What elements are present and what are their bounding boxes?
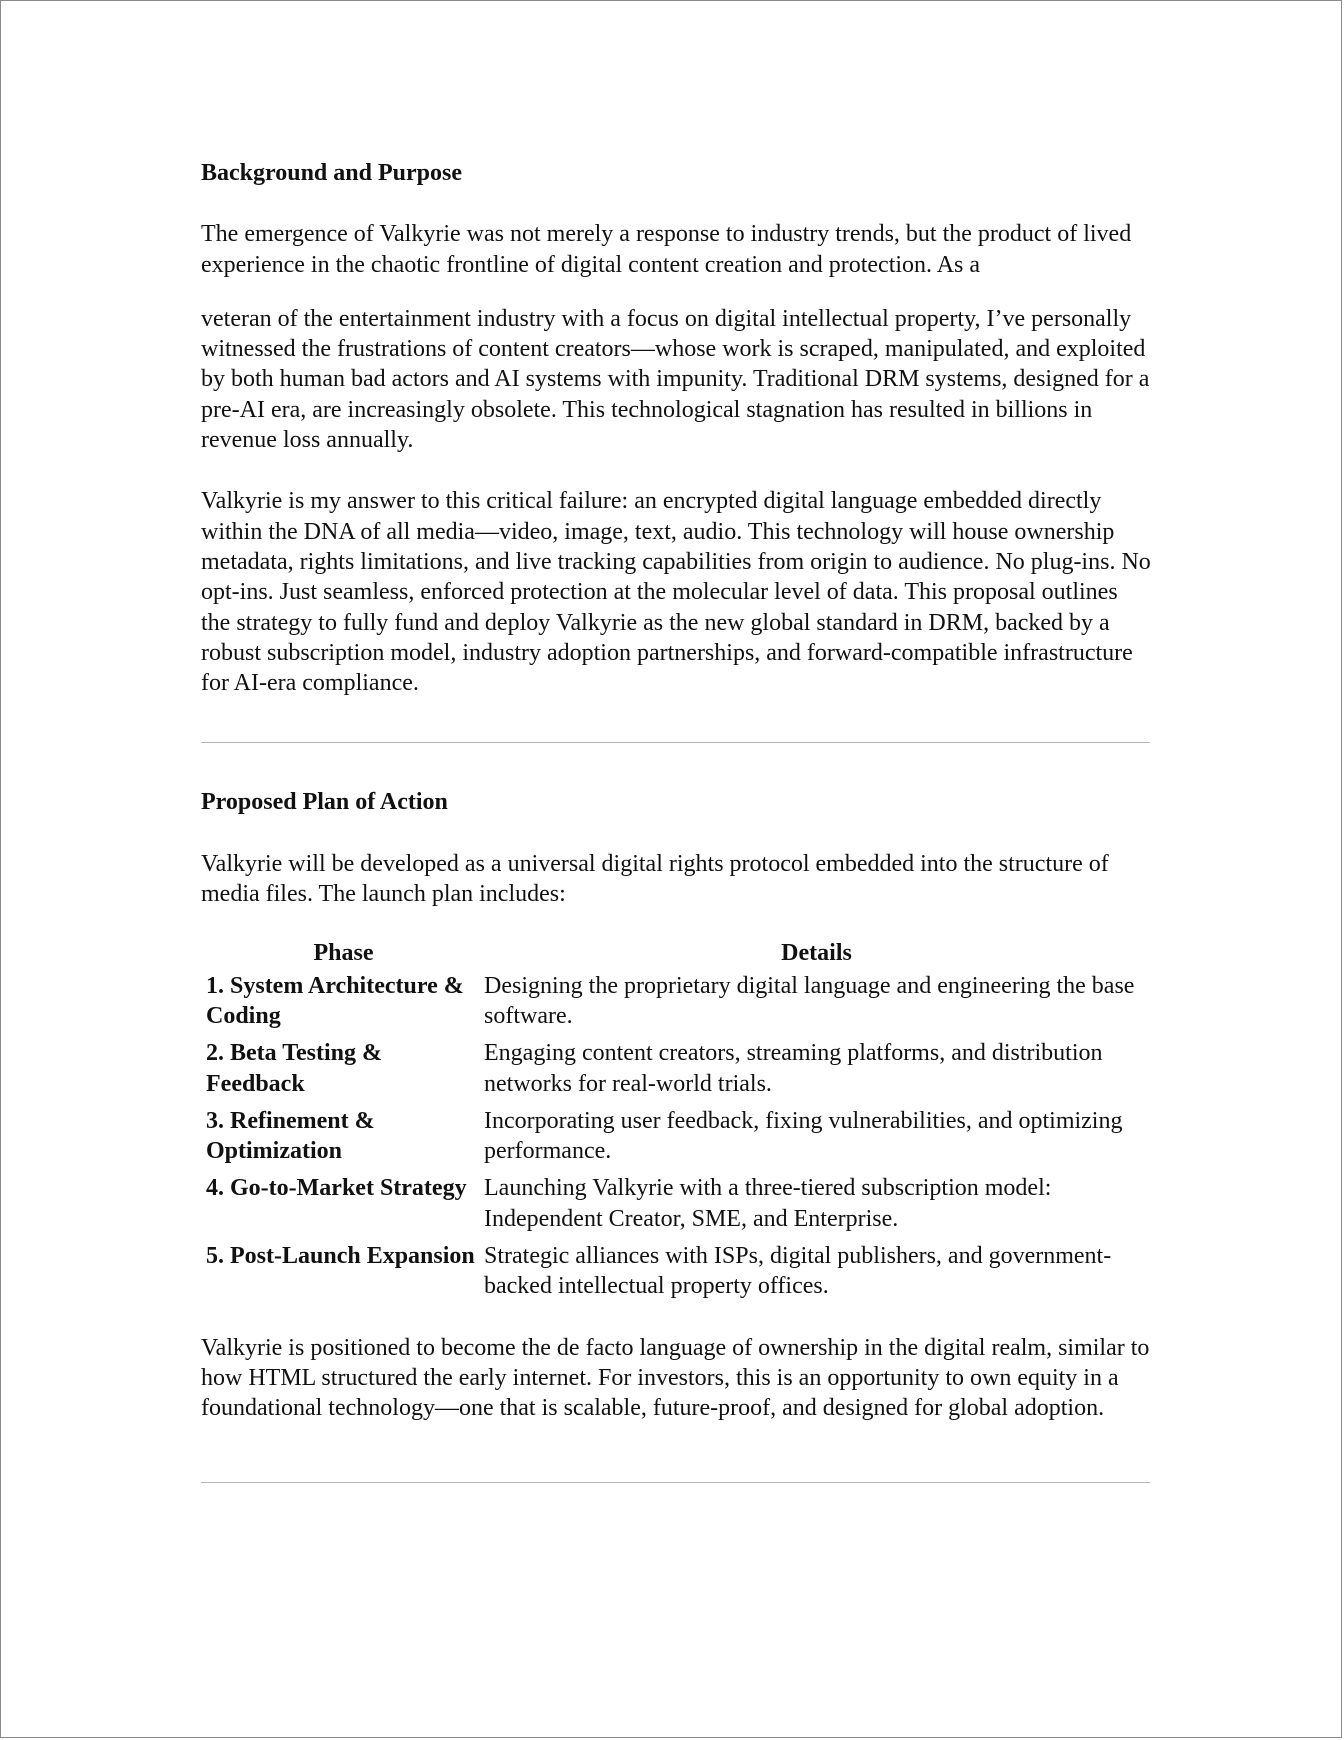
section-divider-bottom <box>201 1482 1150 1483</box>
phase-name: 2. Beta Testing & Feedback <box>206 1040 383 1097</box>
phase-name: 1. System Architecture & Coding <box>206 972 464 1029</box>
phase-table <box>203 938 1149 1308</box>
plan-heading: Proposed Plan of Action <box>201 789 448 816</box>
background-paragraph-2: Valkyrie is my answer to this critical failure: an encrypted digital language embedded directly within the DNA of all media—video, image, text, audio. This technology will house ownership metadata, rights limitations, and live tracking capabilities from origin to audience. No plug-ins. No opt-ins. Just seamless, enforced protection at the molecular level of data. This proposal outlines the strategy to fully fund and deploy Valkyrie as the new global standard in DRM, backed by a robust subscription model, industry adoption partnerships, and forward-compatible infrastructure for AI-era compliance. <box>201 488 1151 697</box>
phase-details: Incorporating user feedback, fixing vulnerabilities, and optimizing performance. <box>484 1107 1123 1165</box>
details-column-header: Details <box>781 940 852 967</box>
phase-details: Engaging content creators, streaming platforms, and distribution networks for real-world trials. <box>484 1040 1103 1097</box>
background-paragraph-1a: The emergence of Valkyrie was not merely a response to industry trends, but the product of lived experience in the chaotic frontline of digital content creation and protection. As a <box>201 221 1132 278</box>
phase-details: Launching Valkyrie with a three-tiered subscription model: Independent Creator, SME, and Enterprise. <box>484 1175 1052 1232</box>
table-row <box>203 1038 1149 1106</box>
plan-intro: Valkyrie will be developed as a universal digital rights protocol embedded into the structure of media files. The launch plan includes: <box>201 850 1109 908</box>
plan-closing: Valkyrie is positioned to become the de facto language of ownership in the digital realm, similar to how HTML structured the early internet. For investors, this is an opportunity to own equity in a foundational technology—one that is scalable, future-proof, and designed for global adoption. <box>201 1334 1150 1422</box>
background-paragraph-1b: veteran of the entertainment industry with a focus on digital intellectual property, I’ve personally witnessed the frustrations of content creators—whose work is scraped, manipulated, and exploited by both human bad actors and AI systems with impunity. Traditional DRM systems, designed for a pre-AI era, are increasingly obsolete. This technological stagnation has resulted in billions in revenue loss annually. <box>201 305 1150 454</box>
phase-name: 4. Go-to-Market Strategy <box>206 1175 467 1202</box>
table-row <box>203 971 1149 1039</box>
phase-name: 5. Post-Launch Expansion <box>206 1243 475 1270</box>
document-content <box>201 158 1151 1483</box>
phase-column-header: Phase <box>313 940 374 967</box>
phase-name: 3. Refinement & Optimization <box>206 1107 375 1165</box>
table-row <box>203 1106 1149 1174</box>
table-row <box>203 1173 1149 1241</box>
phase-details: Designing the proprietary digital language and engineering the base software. <box>484 972 1135 1029</box>
background-heading: Background and Purpose <box>201 160 462 186</box>
phase-table-header-row <box>203 938 1149 970</box>
table-row <box>203 1241 1149 1309</box>
phase-details: Strategic alliances with ISPs, digital publishers, and government-backed intellectual property offices. <box>484 1243 1112 1300</box>
